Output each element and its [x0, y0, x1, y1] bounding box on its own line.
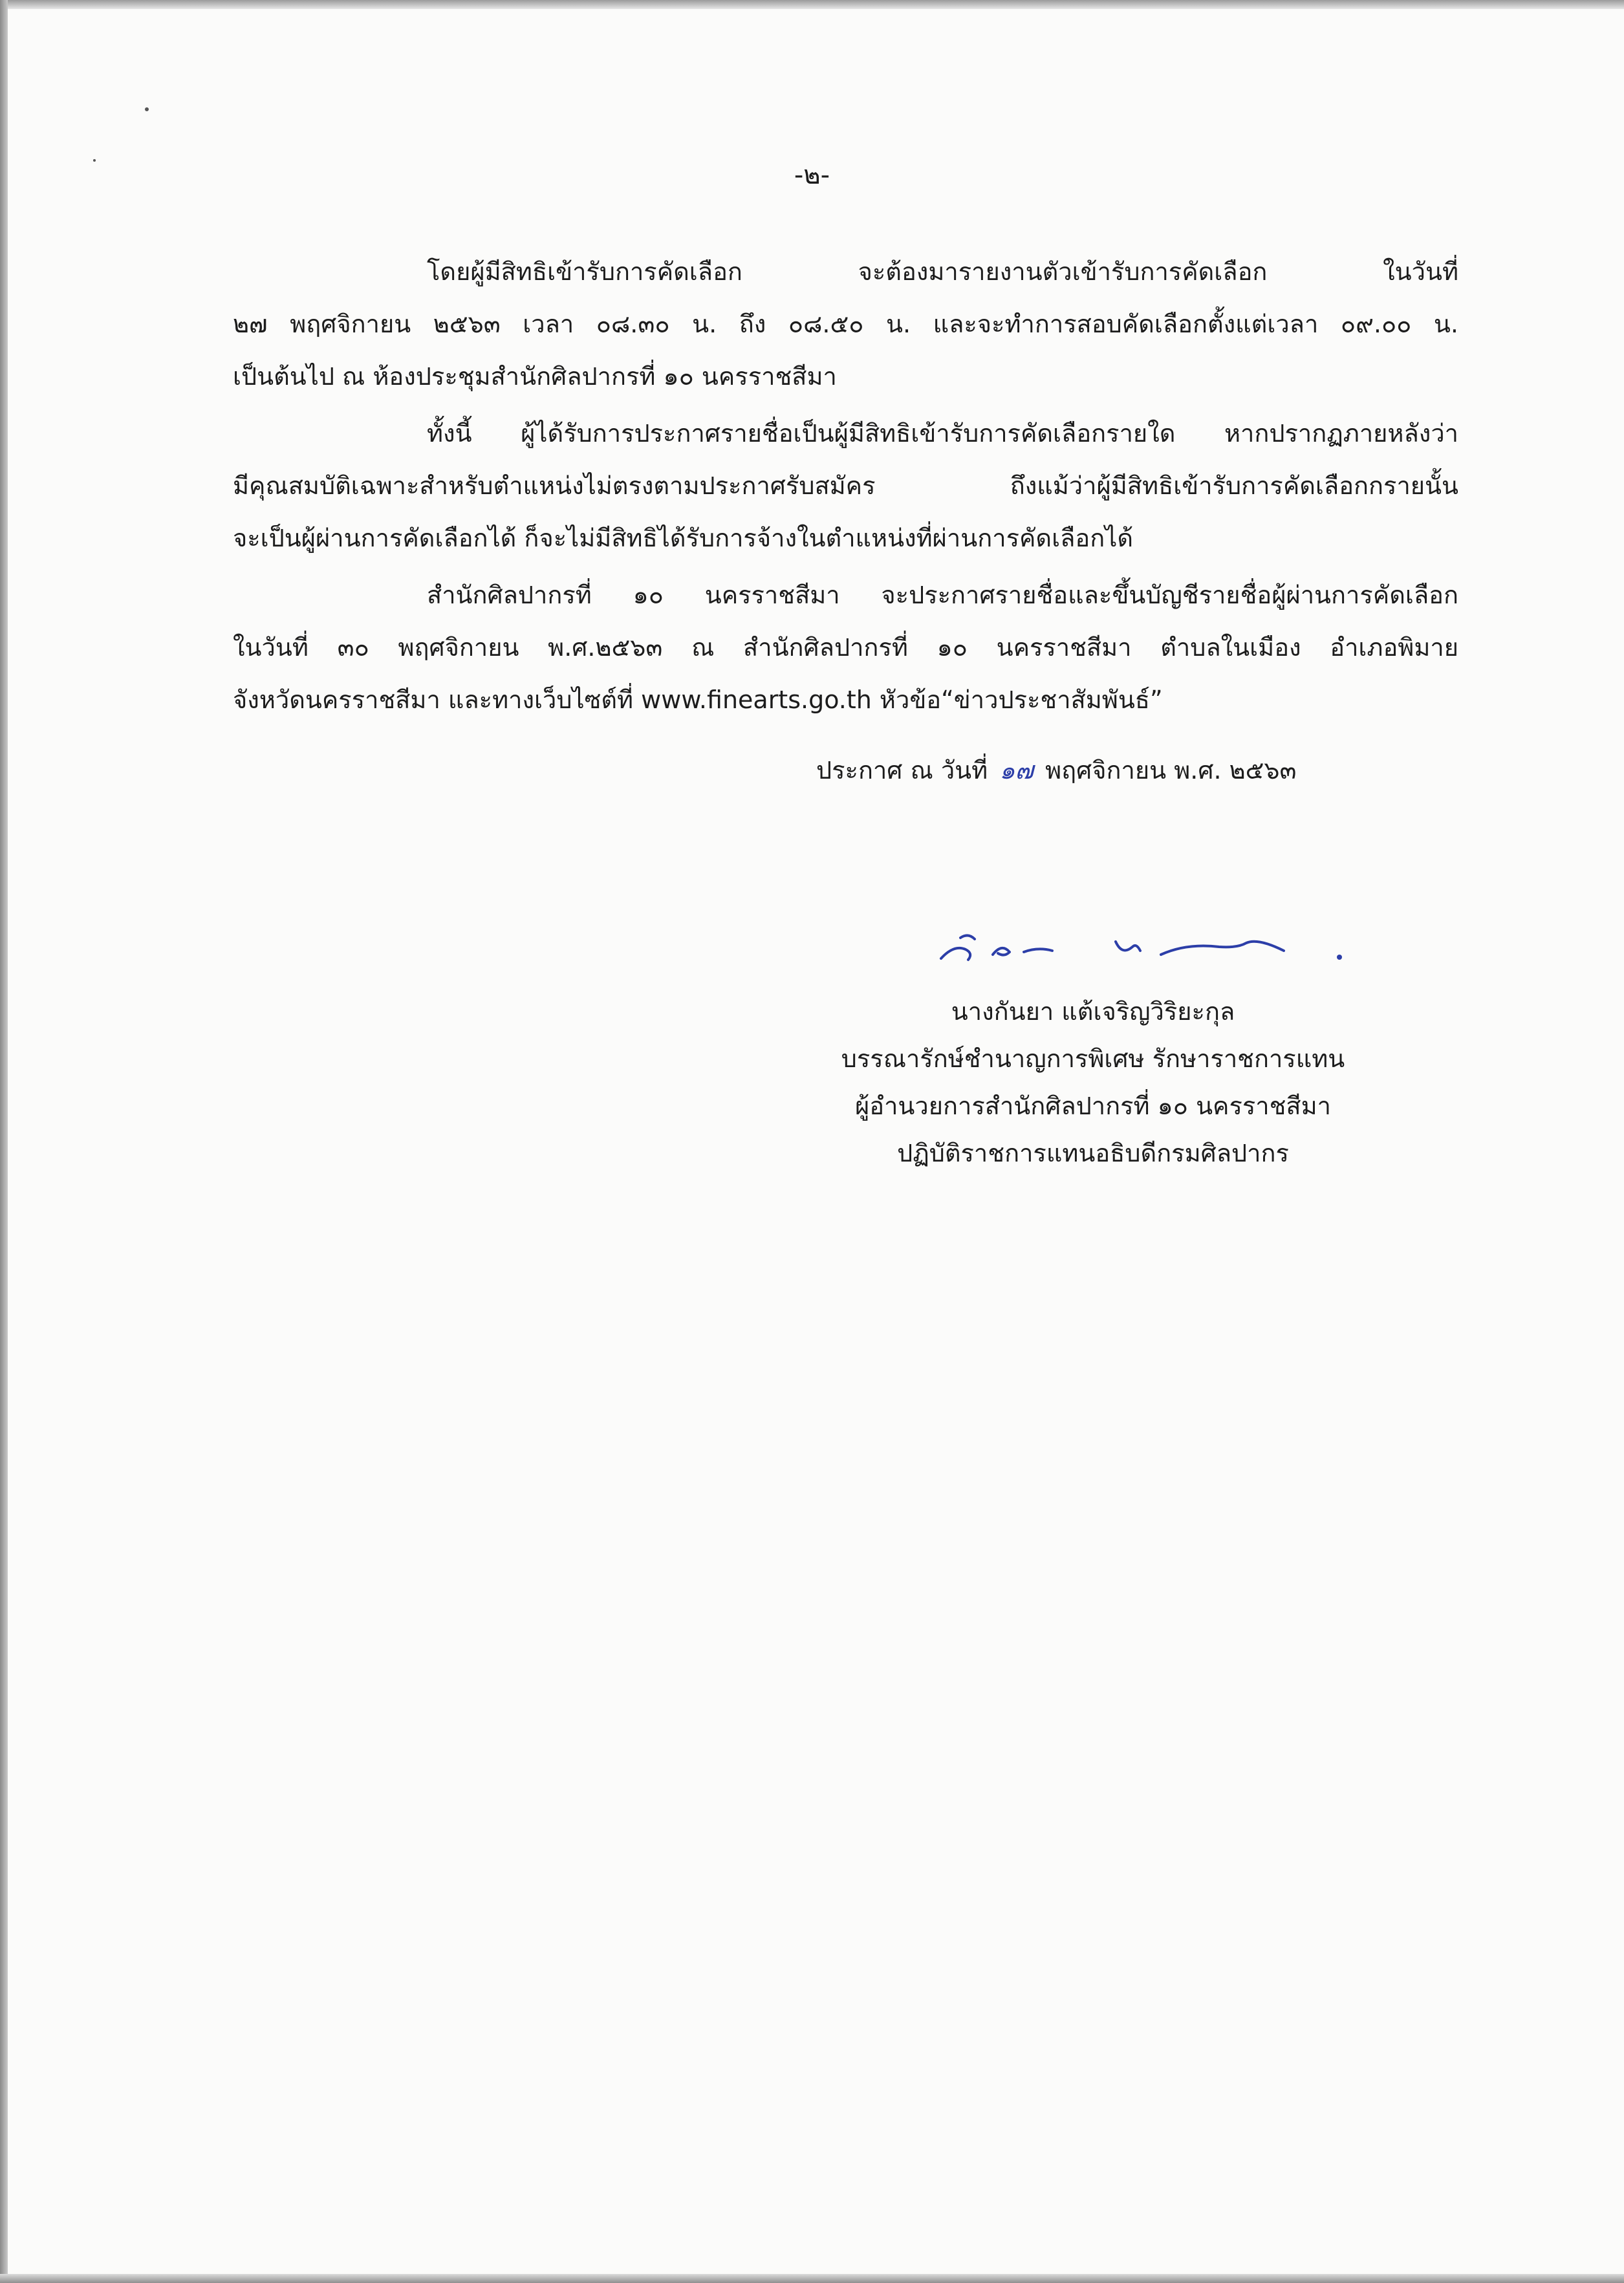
paragraph-line: จะเป็นผู้ผ่านการคัดเลือกได้ ก็จะไม่มีสิทธิได้รับการจ้างในตำแหน่งที่ผ่านการคัดเลือกได้	[233, 524, 1133, 552]
scan-edge-top	[0, 0, 1624, 9]
paragraph-line: ในวันที่ ๓๐ พฤศจิกายน พ.ศ.๒๕๖๓ ณ สำนักศิลปากรที่ ๑๐ นครราชสีมา ตำบลในเมือง อำเภอพิมาย	[233, 633, 1458, 662]
paragraph-line: มีคุณสมบัติเฉพาะสำหรับตำแหน่งไม่ตรงตามประกาศรับสมัคร ถึงแม้ว่าผู้มีสิทธิเข้ารับการคัดเลือกกรายนั้น	[233, 471, 1458, 500]
announcement-date	[816, 750, 1297, 790]
signer-name: นางกันยา แต้เจริญวิริยะกุล	[951, 997, 1235, 1026]
paragraph-line: ทั้งนี้ ผู้ได้รับการประกาศรายชื่อเป็นผู้มีสิทธิเข้ารับการคัดเลือกรายใด หากปรากฏภายหลังว่า	[427, 419, 1458, 448]
scan-edge-left	[0, 0, 8, 2283]
scan-edge-bottom	[0, 2274, 1624, 2283]
signer-position: บรรณารักษ์ชำนาญการพิเศษ รักษาราชการแทน	[841, 1044, 1345, 1073]
announcement-prefix: ประกาศ ณ วันที่	[816, 756, 988, 784]
paragraph-line: โดยผู้มีสิทธิเข้ารับการคัดเลือก จะต้องมารายงานตัวเข้ารับการคัดเลือก ในวันที่	[427, 257, 1458, 286]
page-number: -๒-	[794, 160, 830, 190]
paragraph-results	[233, 569, 1458, 726]
paragraph-line: เป็นต้นไป ณ ห้องประชุมสำนักศิลปากรที่ ๑๐ นครราชสีมา	[233, 362, 837, 391]
paragraph-eligibility	[233, 407, 1458, 565]
scan-speck	[145, 107, 149, 111]
announcement-suffix: พฤศจิกายน พ.ศ. ๒๕๖๓	[1045, 756, 1297, 784]
paragraph-line: สำนักศิลปากรที่ ๑๐ นครราชสีมา จะประกาศรายชื่อและขึ้นบัญชีรายชื่อผู้ผ่านการคัดเลือก	[427, 581, 1458, 609]
announcement-day-handwritten: ๑๗	[999, 756, 1034, 784]
paragraph-line: จังหวัดนครราชสีมา และทางเว็บไซต์ที่ www.finearts.go.th หัวข้อ“ข่าวประชาสัมพันธ์”	[233, 686, 1163, 714]
signature-image	[896, 918, 1361, 977]
paragraph-report-date	[233, 246, 1458, 403]
signer-acting-for: ปฏิบัติราชการแทนอธิบดีกรมศิลปากร	[897, 1139, 1289, 1167]
paragraph-line: ๒๗ พฤศจิกายน ๒๕๖๓ เวลา ๐๘.๓๐ น. ถึง ๐๘.๕๐ น. และจะทำการสอบคัดเลือกตั้งแต่เวลา ๐๙.๐๐ น.	[233, 310, 1458, 338]
signer-block	[802, 988, 1384, 1177]
signer-office: ผู้อำนวยการสำนักศิลปากรที่ ๑๐ นครราชสีมา	[854, 1092, 1331, 1120]
